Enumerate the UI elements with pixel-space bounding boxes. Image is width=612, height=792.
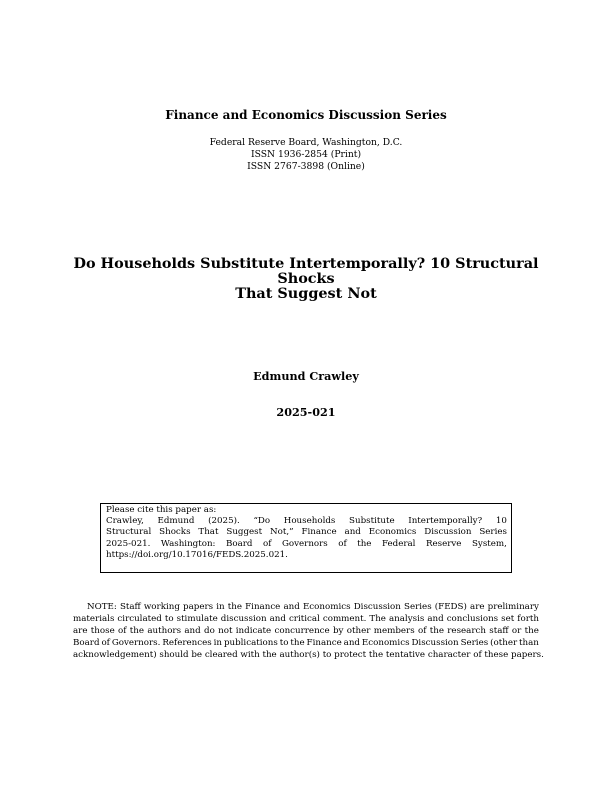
word: Governors	[281, 538, 328, 549]
word: “Do	[253, 516, 271, 527]
word: conclusions	[446, 614, 499, 625]
citation-doi: https://doi.org/10.17016/FEDS.2025.021.	[106, 549, 288, 560]
word: working	[143, 602, 180, 612]
word: materials	[73, 614, 115, 625]
word: Discussion	[353, 602, 401, 612]
word: and	[427, 614, 444, 625]
word: Crawley,	[106, 516, 144, 527]
word: Economics	[368, 527, 417, 538]
word: Shocks	[159, 527, 191, 538]
word: research	[447, 626, 486, 637]
word: discussion	[220, 614, 267, 625]
word: members	[373, 626, 415, 637]
word: Intertemporally?	[408, 516, 483, 527]
word: to	[164, 614, 174, 625]
word: circulated	[117, 614, 162, 625]
paper-title-line-2: That Suggest Not	[235, 285, 377, 302]
citation-intro: Please cite this paper as:	[106, 505, 217, 515]
note-line-3	[73, 625, 539, 637]
word: Economics	[361, 638, 410, 649]
word: to	[279, 638, 289, 649]
word: of	[118, 626, 127, 637]
citation-box	[100, 503, 512, 573]
word: set	[501, 614, 515, 625]
word: the	[429, 626, 444, 637]
word: of	[101, 638, 110, 649]
word: NOTE:	[87, 602, 117, 612]
word: in	[213, 638, 223, 649]
paper-title-line-1: Do Households Substitute Intertemporally? 10 Structural Shocks	[73, 255, 539, 287]
word: publications	[223, 638, 278, 649]
word: (other	[490, 638, 518, 649]
word: (2025).	[208, 516, 240, 527]
word: indicate	[235, 626, 272, 637]
word: Not,”	[270, 527, 294, 538]
note-line-2	[73, 613, 539, 625]
word: Economics	[302, 602, 351, 612]
word: in	[216, 602, 225, 612]
word: and	[343, 638, 360, 649]
word: the	[357, 538, 372, 549]
word: comment.	[322, 614, 367, 625]
citation-line-1	[106, 516, 507, 527]
word: The	[369, 614, 386, 625]
citation-line-2	[106, 527, 507, 538]
word: and	[344, 527, 361, 538]
issn-print: ISSN 1936-2854 (Print)	[250, 149, 362, 160]
word: stimulate	[176, 614, 218, 625]
series-title: Finance and Economics Discussion Series	[165, 108, 447, 122]
word: and	[283, 602, 300, 612]
word: preliminary	[487, 602, 539, 612]
word: the	[290, 638, 305, 649]
paper-title	[60, 256, 552, 301]
note-line-4	[73, 637, 539, 649]
word: authors	[147, 626, 182, 637]
word: critical	[288, 614, 320, 625]
word: Washington:	[160, 538, 216, 549]
note-line-1	[87, 601, 539, 613]
word: Governors.	[111, 638, 161, 649]
citation-line-3	[106, 539, 507, 550]
word: Suggest	[226, 527, 263, 538]
word: do	[204, 626, 215, 637]
word: papers	[183, 602, 214, 612]
word: the	[129, 626, 145, 637]
word: than	[519, 638, 539, 649]
word: forth	[517, 614, 539, 625]
word: References	[162, 638, 212, 649]
word: Series	[479, 527, 507, 538]
word: Edmund	[157, 516, 195, 527]
word: Series	[404, 602, 432, 612]
word: of	[263, 538, 272, 549]
word: That	[198, 527, 219, 538]
word: of	[417, 626, 427, 637]
word: Board	[73, 638, 100, 649]
word: Board	[225, 538, 253, 549]
note-line-5: acknowledgement) should be cleared with the author(s) to protect the tentative character of these papers.	[73, 650, 544, 661]
word: 2025-021.	[106, 538, 151, 549]
word: the	[227, 602, 242, 612]
disclaimer-note	[73, 601, 544, 661]
word: Federal	[381, 538, 416, 549]
word: (FEDS)	[434, 602, 467, 612]
author-name: Edmund Crawley	[253, 369, 359, 383]
word: other	[346, 626, 371, 637]
word: concurrence	[274, 626, 330, 637]
word: not	[218, 626, 233, 637]
word: Households	[283, 516, 336, 527]
word: those	[90, 626, 115, 637]
word: by	[332, 626, 344, 637]
publisher-line: Federal Reserve Board, Washington, D.C.	[209, 137, 403, 148]
word: of	[338, 538, 347, 549]
word: are	[470, 602, 485, 612]
word: Discussion	[424, 527, 472, 538]
paper-number: 2025-021	[276, 405, 336, 419]
word: analysis	[388, 614, 425, 625]
word: the	[524, 626, 539, 637]
word: Finance	[245, 602, 281, 612]
word: and	[184, 626, 201, 637]
word: Discussion	[411, 638, 459, 649]
issn-online: ISSN 2767-3898 (Online)	[247, 161, 365, 172]
word: staff	[489, 626, 509, 637]
word: 10	[495, 516, 507, 527]
word: System,	[471, 538, 507, 549]
word: Structural	[106, 527, 152, 538]
word: Staff	[119, 602, 141, 612]
word: or	[511, 626, 522, 637]
word: Series	[460, 638, 489, 649]
word: Finance	[301, 527, 337, 538]
word: Finance	[306, 638, 342, 649]
word: Substitute	[349, 516, 395, 527]
word: Reserve	[425, 538, 462, 549]
word: and	[269, 614, 286, 625]
word: are	[73, 626, 88, 637]
